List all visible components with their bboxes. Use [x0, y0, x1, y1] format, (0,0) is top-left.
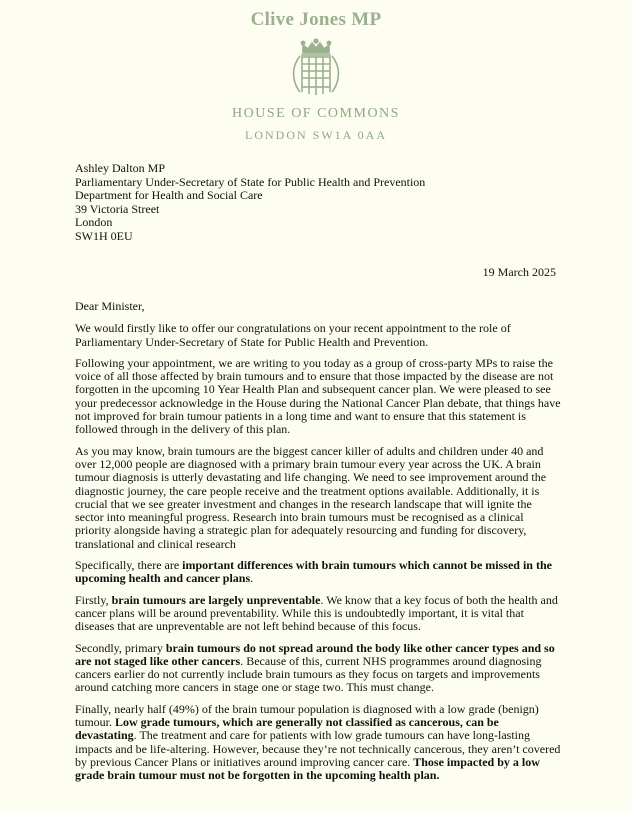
recipient-name: Ashley Dalton MP	[75, 161, 165, 175]
paragraph-purpose: Following your appointment, we are writing to you today as a group of cross-party MPs to raise the voice of all those affected by brain tumours and to ensure that those impacted by the disease are not forgotten in the upcoming 10 Year Health Plan and subsequent cancer plan. We were pleased to see your predecessor acknowledge in the House during the National Cancer Plan debate, that things have not improved for brain tumour patients in a long time and want to ensure that this statement is followed through in the delivery of this plan.	[75, 355, 561, 437]
emphasis: brain tumours are largely unpreventable	[111, 592, 321, 607]
paragraph-differences	[75, 559, 561, 586]
salutation: Dear Minister,	[75, 299, 145, 313]
emphasis: brain tumours do not spread around the body like other cancer types and so are not staged like other cancers	[75, 640, 555, 668]
recipient-address	[75, 162, 425, 243]
letter-body	[75, 300, 561, 791]
text: Specifically, there are	[75, 558, 183, 573]
portcullis-icon	[286, 38, 346, 98]
mp-name: Clive Jones MP	[250, 9, 382, 30]
recipient-city: London	[75, 215, 113, 229]
paragraph-low-grade	[75, 703, 561, 783]
text: Finally, nearly half (49%) of the brain tumour population is diagnosed with a low grade (benign) tumour.	[75, 701, 539, 730]
recipient-title: Parliamentary Under-Secretary of State for Public Health and Prevention	[75, 174, 426, 189]
paragraph-staging	[75, 642, 561, 695]
text: .	[250, 571, 254, 586]
text: Secondly, primary	[75, 640, 166, 655]
emphasis: Low grade tumours, which are generally not classified as cancerous, can be devastating	[75, 715, 499, 743]
text: . We know that a key focus of both the health and cancer plans will be around preventability. While this is undoubtedly important, it is vital that diseases that are unpreventable are not left behind because of this focus.	[75, 592, 558, 634]
paragraph-preventability	[75, 594, 561, 634]
emphasis: important differences with brain tumours which cannot be missed in the upcoming health and cancer plans	[75, 558, 552, 586]
letter-date: 19 March 2025	[482, 265, 556, 279]
recipient-street: 39 Victoria Street	[75, 201, 160, 216]
text: . The treatment and care for patients with low grade tumours can have long-lasting impacts and be life-altering. However, because they’re not technically cancerous, they aren’t covered by previous Cancer Plans or initiatives around improving cancer care.	[75, 728, 561, 769]
emphasis: Those impacted by a low grade brain tumour must not be forgotten in the upcoming health plan.	[75, 754, 540, 783]
recipient-department: Department for Health and Social Care	[75, 188, 263, 202]
recipient-postcode: SW1H 0EU	[75, 228, 133, 243]
house-address: LONDON SW1A 0AA	[245, 128, 387, 142]
paragraph-background: As you may know, brain tumours are the biggest cancer killer of adults and children under 40 and over 12,000 people are diagnosed with a primary brain tumour every year across the UK. A brain tumour diagnosis is utterly devastating and life changing. We need to see improvement around the diagnostic journey, the care people receive and the treatment options available. Additionally, it is crucial that we see greater investment and changes in the research landscape that will ignite the sector into meaningful progress. Research into brain tumours must be recognised as a clinical priority alongside having a strategic plan for adequately resourcing and funding for discovery, translational and clinical research	[75, 443, 547, 551]
text: Firstly,	[75, 592, 112, 607]
house-of-commons-heading: HOUSE OF COMMONS	[232, 106, 400, 121]
text: . Because of this, current NHS programmes around diagnosing cancers earlier do not currently include brain tumours as they focus on targets and improvements around catching more cancers in stage one or stage two. This must change.	[75, 653, 542, 695]
paragraph-congratulations: We would firstly like to offer our congratulations on your recent appointment to the role of Parliamentary Under-Secretary of State for Public Health and Prevention.	[75, 321, 511, 349]
